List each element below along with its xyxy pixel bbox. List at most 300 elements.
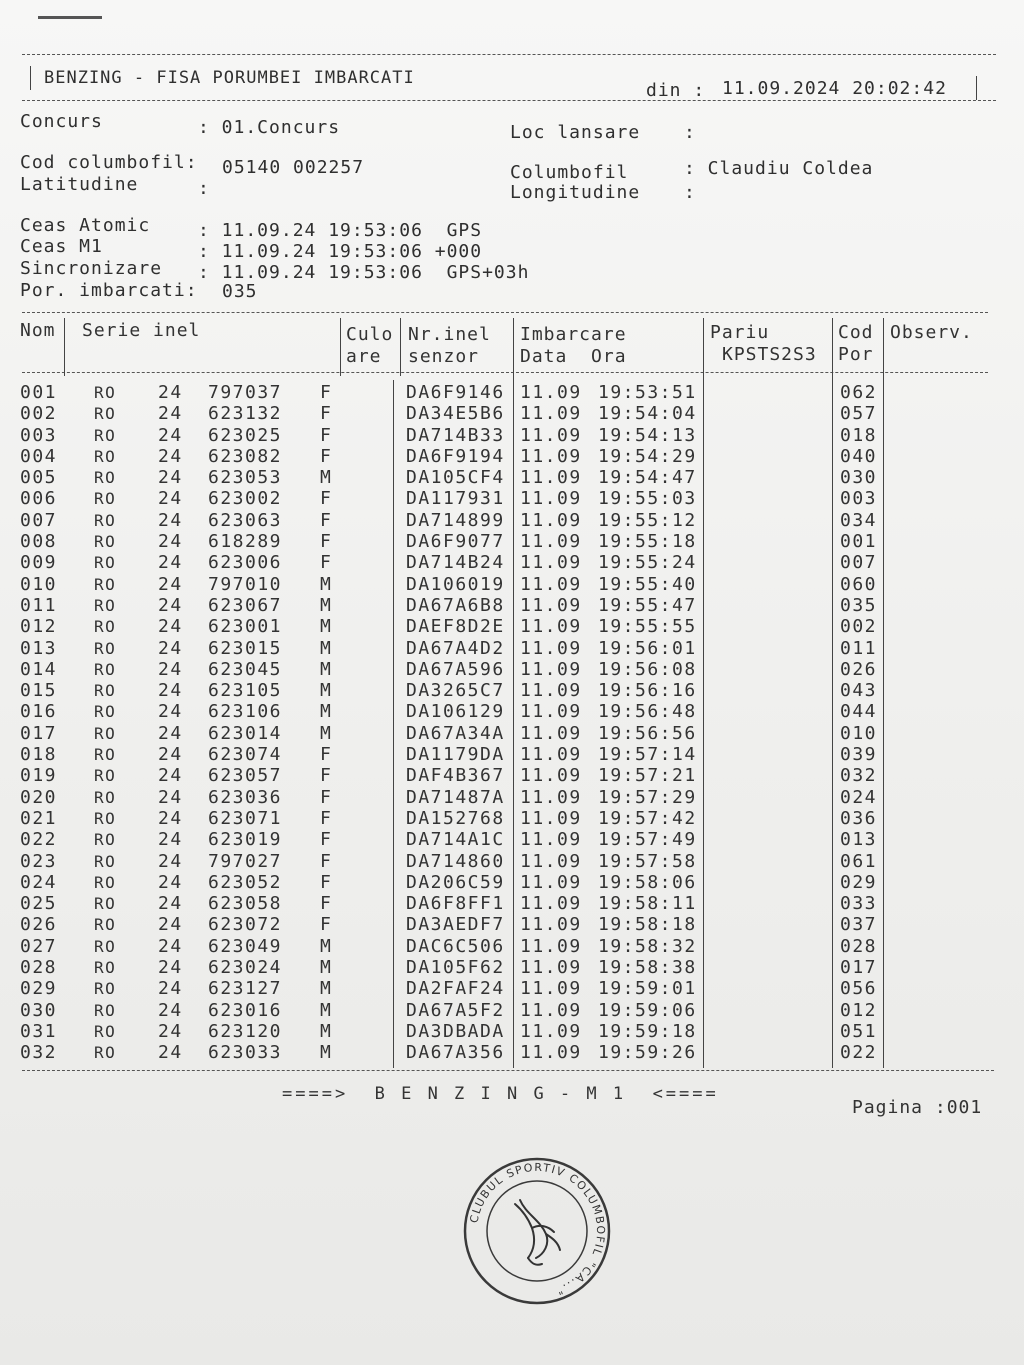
- row-ring-number: 797027: [208, 850, 283, 872]
- row-sex: M: [320, 701, 333, 723]
- row-country: RO: [94, 532, 117, 552]
- row-ring-number: 623053: [208, 467, 283, 489]
- row-year: 24: [158, 807, 183, 829]
- row-sensor-id: DA67A5F2: [406, 999, 505, 1021]
- sincronizare-label: Sincronizare: [20, 258, 163, 279]
- row-time: 19:56:16: [598, 680, 697, 702]
- por-imbarcati-label: Por. imbarcati:: [20, 280, 198, 301]
- table-row: [0, 552, 1024, 573]
- row-sensor-id: DA714B24: [406, 552, 505, 574]
- row-date: 11.09: [520, 382, 582, 403]
- row-sensor-id: DA3DBADA: [406, 1020, 505, 1042]
- row-ring-number: 623052: [208, 871, 283, 893]
- row-time: 19:54:13: [598, 424, 697, 446]
- table-row: [0, 680, 1024, 701]
- row-cod-por: 056: [840, 978, 878, 1000]
- row-cod-por: 007: [840, 552, 878, 574]
- row-sex: F: [320, 488, 333, 510]
- table-row: [0, 872, 1024, 893]
- row-ring-number: 623105: [208, 680, 283, 702]
- row-country: RO: [94, 958, 117, 978]
- row-nom: 007: [20, 509, 58, 531]
- table-row: [0, 1042, 1024, 1063]
- row-sex: F: [320, 509, 333, 531]
- row-sensor-id: DA2FAF24: [406, 978, 505, 1000]
- row-date: 11.09: [520, 871, 582, 893]
- row-nom: 024: [20, 871, 58, 893]
- row-time: 19:55:03: [598, 488, 697, 510]
- col-sep-nom: [64, 318, 65, 376]
- row-sensor-id: DA1179DA: [406, 744, 505, 766]
- row-sensor-id: DA3265C7: [406, 680, 505, 702]
- row-sensor-id: DA106129: [406, 701, 505, 723]
- row-sex: F: [320, 445, 333, 467]
- row-date: 11.09: [520, 637, 582, 659]
- row-cod-por: 043: [840, 680, 878, 702]
- row-sex: M: [320, 1020, 333, 1042]
- row-year: 24: [158, 957, 183, 979]
- row-ring-number: 623002: [208, 488, 283, 510]
- row-nom: 016: [20, 701, 58, 723]
- row-country: RO: [94, 808, 117, 828]
- row-time: 19:57:21: [598, 765, 697, 787]
- row-cod-por: 013: [840, 829, 878, 851]
- table-row: [0, 638, 1024, 659]
- row-time: 19:56:08: [598, 658, 697, 680]
- row-cod-por: 001: [840, 531, 878, 553]
- row-country: RO: [94, 745, 117, 765]
- row-sex: M: [320, 978, 333, 1000]
- row-cod-por: 011: [840, 637, 878, 659]
- row-time: 19:59:18: [598, 1020, 697, 1042]
- ceas-atomic-label: Ceas Atomic: [20, 215, 151, 236]
- cod-columbofil-value: 05140 002257: [222, 157, 365, 178]
- table-row: [0, 978, 1024, 999]
- row-ring-number: 623058: [208, 893, 283, 915]
- row-sensor-id: DA6F9077: [406, 531, 505, 553]
- row-sex: F: [320, 829, 333, 851]
- row-year: 24: [158, 850, 183, 872]
- row-year: 24: [158, 1042, 183, 1064]
- din-value: 11.09.2024 20:02:42: [722, 78, 947, 99]
- row-sensor-id: DAEF8D2E: [406, 616, 505, 638]
- longitudine-label: Longitudine: [510, 182, 641, 203]
- row-nom: 004: [20, 445, 58, 467]
- row-ring-number: 623082: [208, 445, 283, 467]
- top-mark: [38, 16, 102, 19]
- row-nom: 022: [20, 829, 58, 851]
- row-year: 24: [158, 722, 183, 744]
- row-year: 24: [158, 680, 183, 702]
- row-time: 19:57:42: [598, 807, 697, 829]
- row-year: 24: [158, 871, 183, 893]
- row-year: 24: [158, 701, 183, 723]
- row-sensor-id: DA6F8FF1: [406, 893, 505, 915]
- row-nom: 025: [20, 893, 58, 915]
- row-country: RO: [94, 1043, 117, 1063]
- row-nom: 003: [20, 424, 58, 446]
- row-sensor-id: DA67A34A: [406, 722, 505, 744]
- table-row: [0, 701, 1024, 722]
- row-nom: 002: [20, 403, 58, 425]
- row-time: 19:59:06: [598, 999, 697, 1021]
- row-nom: 014: [20, 658, 58, 680]
- row-time: 19:57:49: [598, 829, 697, 851]
- row-cod-por: 062: [840, 382, 878, 403]
- row-ring-number: 623067: [208, 594, 283, 616]
- header-rule-bottom: [22, 100, 996, 101]
- row-time: 19:53:51: [598, 382, 697, 403]
- table-row: [0, 616, 1024, 637]
- table-row: [0, 1021, 1024, 1042]
- columbofil-label: Columbofil: [510, 162, 629, 183]
- row-sex: M: [320, 616, 333, 638]
- row-cod-por: 032: [840, 765, 878, 787]
- row-cod-por: 040: [840, 445, 878, 467]
- row-sex: M: [320, 637, 333, 659]
- row-ring-number: 623019: [208, 829, 283, 851]
- row-sensor-id: DA714860: [406, 850, 505, 872]
- row-cod-por: 024: [840, 786, 878, 808]
- col-cod-1: Cod: [838, 322, 874, 343]
- row-nom: 021: [20, 807, 58, 829]
- row-date: 11.09: [520, 573, 582, 595]
- table-row: [0, 808, 1024, 829]
- row-sex: M: [320, 594, 333, 616]
- longitudine-value: :: [684, 182, 696, 203]
- row-time: 19:57:29: [598, 786, 697, 808]
- row-year: 24: [158, 999, 183, 1021]
- row-ring-number: 623072: [208, 914, 283, 936]
- row-nom: 008: [20, 531, 58, 553]
- row-cod-por: 034: [840, 509, 878, 531]
- sincronizare-value: : 11.09.24 19:53:06 GPS+03h: [198, 262, 530, 283]
- row-ring-number: 623033: [208, 1042, 283, 1064]
- row-date: 11.09: [520, 999, 582, 1021]
- row-sensor-id: DA152768: [406, 807, 505, 829]
- row-ring-number: 623015: [208, 637, 283, 659]
- row-ring-number: 618289: [208, 531, 283, 553]
- col-sep-serie: [340, 318, 341, 376]
- row-sensor-id: DA3AEDF7: [406, 914, 505, 936]
- row-time: 19:59:01: [598, 978, 697, 1000]
- row-time: 19:57:14: [598, 744, 697, 766]
- row-nom: 032: [20, 1042, 58, 1064]
- row-date: 11.09: [520, 509, 582, 531]
- row-sensor-id: DA206C59: [406, 871, 505, 893]
- table-body: [0, 382, 1024, 1064]
- row-sex: F: [320, 807, 333, 829]
- header-right-bar: [976, 76, 977, 100]
- row-time: 19:54:47: [598, 467, 697, 489]
- row-date: 11.09: [520, 786, 582, 808]
- row-date: 11.09: [520, 531, 582, 553]
- table-row: [0, 723, 1024, 744]
- row-sensor-id: DA714A1C: [406, 829, 505, 851]
- row-country: RO: [94, 404, 117, 424]
- ceas-m1-value: : 11.09.24 19:53:06 +000: [198, 241, 483, 262]
- row-year: 24: [158, 509, 183, 531]
- table-row: [0, 936, 1024, 957]
- row-date: 11.09: [520, 424, 582, 446]
- row-year: 24: [158, 935, 183, 957]
- col-imbarcare-2: Data Ora: [520, 346, 627, 367]
- row-ring-number: 623127: [208, 978, 283, 1000]
- row-nom: 026: [20, 914, 58, 936]
- row-country: RO: [94, 659, 117, 679]
- table-row: [0, 425, 1024, 446]
- row-nom: 012: [20, 616, 58, 638]
- row-time: 19:58:32: [598, 935, 697, 957]
- col-serie-inel: Serie inel: [82, 320, 201, 341]
- table-row: [0, 595, 1024, 616]
- row-time: 19:56:01: [598, 637, 697, 659]
- row-time: 19:58:06: [598, 871, 697, 893]
- row-sensor-id: DA67A6B8: [406, 594, 505, 616]
- page-number: Pagina :001: [852, 1097, 983, 1118]
- row-date: 11.09: [520, 488, 582, 510]
- row-sensor-id: DA105CF4: [406, 467, 505, 489]
- row-date: 11.09: [520, 978, 582, 1000]
- row-date: 11.09: [520, 403, 582, 425]
- row-country: RO: [94, 1000, 117, 1020]
- row-sex: M: [320, 722, 333, 744]
- table-row: [0, 531, 1024, 552]
- row-sex: F: [320, 403, 333, 425]
- row-country: RO: [94, 638, 117, 658]
- row-ring-number: 623024: [208, 957, 283, 979]
- stamp-text: CLUBUL SPORTIV COLUMBOFIL "CA...": [467, 1160, 608, 1298]
- row-country: RO: [94, 851, 117, 871]
- row-year: 24: [158, 403, 183, 425]
- row-year: 24: [158, 594, 183, 616]
- row-ring-number: 623049: [208, 935, 283, 957]
- row-year: 24: [158, 531, 183, 553]
- col-pariu-1: Pariu: [710, 322, 770, 343]
- row-country: RO: [94, 830, 117, 850]
- header-rule-top: [22, 54, 996, 55]
- header-left-bar: [30, 66, 31, 90]
- row-date: 11.09: [520, 850, 582, 872]
- col-sep-culoare-head: [400, 318, 401, 376]
- row-year: 24: [158, 488, 183, 510]
- row-date: 11.09: [520, 658, 582, 680]
- table-row: [0, 744, 1024, 765]
- row-year: 24: [158, 786, 183, 808]
- row-sex: F: [320, 424, 333, 446]
- row-sex: F: [320, 744, 333, 766]
- table-row: [0, 787, 1024, 808]
- row-sensor-id: DA714899: [406, 509, 505, 531]
- table-row: [0, 914, 1024, 935]
- concurs-value: : 01.Concurs: [198, 117, 341, 138]
- row-ring-number: 797037: [208, 382, 283, 403]
- row-country: RO: [94, 489, 117, 509]
- col-pariu-2: KPSTS2S3: [722, 344, 817, 365]
- col-culoare-1: Culo: [346, 324, 394, 345]
- row-year: 24: [158, 467, 183, 489]
- table-rule-top: [22, 312, 988, 313]
- table-row: [0, 659, 1024, 680]
- row-sex: M: [320, 658, 333, 680]
- pigeon-icon: [515, 1200, 560, 1265]
- row-date: 11.09: [520, 616, 582, 638]
- row-cod-por: 003: [840, 488, 878, 510]
- row-ring-number: 623045: [208, 658, 283, 680]
- row-country: RO: [94, 979, 117, 999]
- row-year: 24: [158, 573, 183, 595]
- row-time: 19:55:18: [598, 531, 697, 553]
- row-sex: F: [320, 531, 333, 553]
- row-ring-number: 623106: [208, 701, 283, 723]
- table-row: [0, 851, 1024, 872]
- col-observ: Observ.: [890, 322, 973, 343]
- row-ring-number: 623057: [208, 765, 283, 787]
- row-nom: 006: [20, 488, 58, 510]
- row-cod-por: 035: [840, 594, 878, 616]
- row-year: 24: [158, 552, 183, 574]
- row-sensor-id: DA6F9146: [406, 382, 505, 403]
- row-country: RO: [94, 723, 117, 743]
- row-date: 11.09: [520, 467, 582, 489]
- row-sex: F: [320, 850, 333, 872]
- row-date: 11.09: [520, 765, 582, 787]
- concurs-label: Concurs: [20, 111, 103, 132]
- row-date: 11.09: [520, 957, 582, 979]
- col-imbarcare-1: Imbarcare: [520, 324, 627, 345]
- row-country: RO: [94, 1021, 117, 1041]
- row-date: 11.09: [520, 594, 582, 616]
- row-ring-number: 623014: [208, 722, 283, 744]
- row-time: 19:55:24: [598, 552, 697, 574]
- row-country: RO: [94, 872, 117, 892]
- row-time: 19:56:56: [598, 722, 697, 744]
- row-date: 11.09: [520, 807, 582, 829]
- row-country: RO: [94, 553, 117, 573]
- report-title: BENZING - FISA PORUMBEI IMBARCATI: [44, 68, 415, 88]
- row-sex: M: [320, 1042, 333, 1064]
- por-imbarcati-value: 035: [222, 281, 258, 302]
- row-ring-number: 623006: [208, 552, 283, 574]
- row-sensor-id: DA67A356: [406, 1042, 505, 1064]
- row-cod-por: 022: [840, 1042, 878, 1064]
- table-header: [0, 320, 1024, 370]
- row-date: 11.09: [520, 1020, 582, 1042]
- row-ring-number: 623132: [208, 403, 283, 425]
- row-cod-por: 026: [840, 658, 878, 680]
- row-nom: 017: [20, 722, 58, 744]
- row-cod-por: 044: [840, 701, 878, 723]
- row-country: RO: [94, 894, 117, 914]
- table-row: [0, 893, 1024, 914]
- loc-lansare-label: Loc lansare: [510, 122, 641, 143]
- row-nom: 031: [20, 1020, 58, 1042]
- footer-banner: ====> B E N Z I N G - M 1 <====: [282, 1084, 719, 1104]
- row-sex: F: [320, 914, 333, 936]
- row-year: 24: [158, 893, 183, 915]
- row-sensor-id: DA714B33: [406, 424, 505, 446]
- row-time: 19:54:04: [598, 403, 697, 425]
- table-row: [0, 382, 1024, 403]
- row-time: 19:55:47: [598, 594, 697, 616]
- row-cod-por: 039: [840, 744, 878, 766]
- row-sex: F: [320, 552, 333, 574]
- row-cod-por: 012: [840, 999, 878, 1021]
- row-date: 11.09: [520, 1042, 582, 1064]
- col-nom: Nom: [20, 320, 56, 341]
- row-sex: M: [320, 573, 333, 595]
- table-row: [0, 574, 1024, 595]
- row-ring-number: 623074: [208, 744, 283, 766]
- row-time: 19:55:55: [598, 616, 697, 638]
- row-year: 24: [158, 744, 183, 766]
- row-cod-por: 033: [840, 893, 878, 915]
- row-ring-number: 623063: [208, 509, 283, 531]
- row-country: RO: [94, 510, 117, 530]
- table-row: [0, 488, 1024, 509]
- row-country: RO: [94, 617, 117, 637]
- row-nom: 028: [20, 957, 58, 979]
- row-date: 11.09: [520, 935, 582, 957]
- row-time: 19:55:12: [598, 509, 697, 531]
- table-row: [0, 1000, 1024, 1021]
- row-sensor-id: DA67A4D2: [406, 637, 505, 659]
- row-sex: M: [320, 467, 333, 489]
- row-sensor-id: DAC6C506: [406, 935, 505, 957]
- row-sensor-id: DA105F62: [406, 957, 505, 979]
- row-country: RO: [94, 766, 117, 786]
- row-year: 24: [158, 637, 183, 659]
- row-nom: 011: [20, 594, 58, 616]
- row-year: 24: [158, 424, 183, 446]
- row-time: 19:56:48: [598, 701, 697, 723]
- table-row: [0, 829, 1024, 850]
- row-sensor-id: DAF4B367: [406, 765, 505, 787]
- cod-columbofil-label: Cod columbofil:: [20, 152, 198, 173]
- row-time: 19:58:38: [598, 957, 697, 979]
- row-ring-number: 623025: [208, 424, 283, 446]
- row-time: 19:57:58: [598, 850, 697, 872]
- row-sex: F: [320, 786, 333, 808]
- row-country: RO: [94, 681, 117, 701]
- row-ring-number: 623001: [208, 616, 283, 638]
- row-time: 19:59:26: [598, 1042, 697, 1064]
- row-year: 24: [158, 978, 183, 1000]
- row-cod-por: 061: [840, 850, 878, 872]
- row-sex: M: [320, 999, 333, 1021]
- row-cod-por: 037: [840, 914, 878, 936]
- row-sex: F: [320, 382, 333, 403]
- table-row: [0, 510, 1024, 531]
- row-year: 24: [158, 765, 183, 787]
- row-time: 19:55:40: [598, 573, 697, 595]
- row-sensor-id: DA6F9194: [406, 445, 505, 467]
- row-country: RO: [94, 915, 117, 935]
- row-date: 11.09: [520, 445, 582, 467]
- row-nom: 015: [20, 680, 58, 702]
- row-sex: M: [320, 957, 333, 979]
- col-cod-2: Por: [838, 344, 874, 365]
- row-date: 11.09: [520, 552, 582, 574]
- table-rule-bottom: [22, 1070, 994, 1071]
- row-cod-por: 028: [840, 935, 878, 957]
- row-date: 11.09: [520, 829, 582, 851]
- row-nom: 020: [20, 786, 58, 808]
- row-nom: 001: [20, 382, 58, 403]
- row-nom: 005: [20, 467, 58, 489]
- row-year: 24: [158, 829, 183, 851]
- row-date: 11.09: [520, 914, 582, 936]
